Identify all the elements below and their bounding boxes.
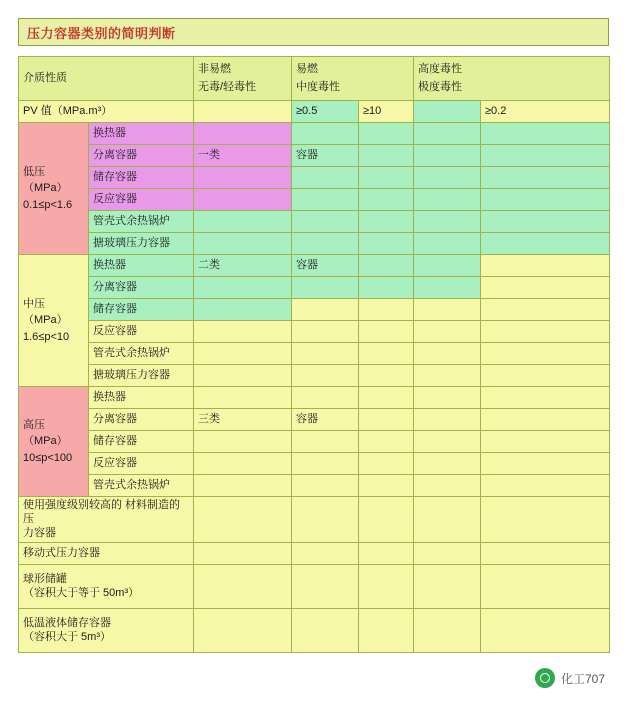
cell [292, 387, 359, 409]
cell [359, 387, 414, 409]
header-col-1 [194, 57, 292, 101]
table-row [19, 277, 610, 299]
watermark [535, 668, 605, 688]
cell [292, 365, 359, 387]
table-row [19, 387, 610, 409]
group-label-high-line1: 高压 [23, 418, 45, 431]
row-name: 反应容器 [89, 321, 194, 343]
cell [414, 255, 481, 277]
cell [359, 123, 414, 145]
group-label-medium-line2: （MPa） [23, 314, 68, 327]
pv-row [19, 101, 610, 123]
header-corner-label: 介质性质 [23, 71, 67, 84]
row-name: 反应容器 [89, 453, 194, 475]
cell [481, 409, 610, 431]
cell [359, 365, 414, 387]
bottom-row-3-line1: 低温液体储存容器 [23, 617, 111, 629]
page-title: 压力容器类别的简明判断 [27, 25, 176, 41]
header-col-1-line1: 非易燃 [198, 62, 231, 75]
cell [481, 475, 610, 497]
table-row [19, 365, 610, 387]
pv-row-label: PV 值（MPa.m³） [19, 101, 194, 123]
cell [194, 431, 292, 453]
cell [194, 609, 292, 653]
cell [194, 167, 292, 189]
bottom-row-label-cryogenic-vessel [19, 609, 194, 653]
cell [359, 565, 414, 609]
cell: 二类 [194, 255, 292, 277]
row-name: 管壳式余热锅炉 [89, 343, 194, 365]
table-row [19, 453, 610, 475]
header-col-1-line2: 无毒/轻毒性 [198, 80, 257, 93]
group-label-medium-line3: 1.6≤p<10 [23, 330, 70, 343]
cell [359, 277, 414, 299]
cell [414, 609, 481, 653]
bottom-row-2-line1: 球形储罐 [23, 573, 67, 585]
cell [481, 255, 610, 277]
bottom-row-label-mobile-vessel: 移动式压力容器 [19, 543, 194, 565]
cell: 容器 [292, 409, 359, 431]
cell [194, 475, 292, 497]
cell [414, 565, 481, 609]
table-row [19, 233, 610, 255]
bottom-row-label-high-strength-material [19, 497, 194, 543]
header-col-4 [414, 57, 610, 101]
cell [414, 475, 481, 497]
cell [481, 543, 610, 565]
cell [481, 609, 610, 653]
cell [292, 565, 359, 609]
cell [292, 233, 359, 255]
cell [292, 343, 359, 365]
cell [359, 321, 414, 343]
cell: 容器 [292, 255, 359, 277]
group-label-high-line2: （MPa） [23, 435, 68, 448]
cell [194, 387, 292, 409]
cell: 一类 [194, 145, 292, 167]
cell [359, 299, 414, 321]
row-name: 分离容器 [89, 409, 194, 431]
cell [414, 123, 481, 145]
group-label-medium-line1: 中压 [23, 297, 45, 310]
cell [414, 189, 481, 211]
row-name: 搪玻璃压力容器 [89, 365, 194, 387]
cell [481, 343, 610, 365]
pv-row-cell-5: ≥0.2 [481, 101, 610, 123]
cell [292, 609, 359, 653]
wechat-account-icon [535, 668, 555, 688]
cell [481, 365, 610, 387]
header-col-4-line2: 极度毒性 [418, 80, 462, 93]
cell [414, 431, 481, 453]
cell [359, 431, 414, 453]
cell [194, 365, 292, 387]
row-name: 换热器 [89, 123, 194, 145]
table-header-row [19, 57, 610, 101]
row-name: 搪玻璃压力容器 [89, 233, 194, 255]
cell [292, 431, 359, 453]
cell [359, 409, 414, 431]
cell [414, 387, 481, 409]
cell [414, 167, 481, 189]
cell [194, 189, 292, 211]
row-name: 换热器 [89, 387, 194, 409]
bottom-row-2-line2: （容积大于等于 50m³） [23, 586, 140, 599]
row-name: 分离容器 [89, 145, 194, 167]
cell [194, 211, 292, 233]
row-name: 反应容器 [89, 189, 194, 211]
header-corner-cell [19, 57, 194, 101]
header-col-2-line1: 易燃 [296, 62, 318, 75]
cell [414, 299, 481, 321]
cell [481, 211, 610, 233]
group-label-medium-pressure [19, 255, 89, 387]
cell [292, 453, 359, 475]
group-label-low-line1: 低压 [23, 165, 45, 178]
cell [481, 145, 610, 167]
cell [292, 277, 359, 299]
table-row [19, 299, 610, 321]
cell [414, 233, 481, 255]
table-row [19, 497, 610, 543]
cell [359, 497, 414, 543]
header-col-2 [292, 57, 414, 101]
table-row [19, 609, 610, 653]
table-row [19, 565, 610, 609]
row-name: 储存容器 [89, 167, 194, 189]
cell [359, 233, 414, 255]
cell [194, 453, 292, 475]
row-name: 换热器 [89, 255, 194, 277]
pv-row-cell-1 [194, 101, 292, 123]
cell [194, 497, 292, 543]
row-name: 分离容器 [89, 277, 194, 299]
cell [359, 343, 414, 365]
row-name: 管壳式余热锅炉 [89, 475, 194, 497]
cell [194, 565, 292, 609]
bottom-row-0-line1: 使用强度级别较高的 材料制造的压 [23, 499, 181, 525]
cell [194, 543, 292, 565]
pv-row-cell-2: ≥0.5 [292, 101, 359, 123]
cell [481, 123, 610, 145]
cell [359, 609, 414, 653]
group-label-high-pressure [19, 387, 89, 497]
cell [414, 409, 481, 431]
pressure-vessel-class-table [18, 56, 610, 653]
table-row [19, 431, 610, 453]
cell [414, 277, 481, 299]
cell [292, 299, 359, 321]
cell: 三类 [194, 409, 292, 431]
cell [481, 277, 610, 299]
cell [481, 321, 610, 343]
cell [194, 343, 292, 365]
cell [292, 321, 359, 343]
cell [481, 167, 610, 189]
cell [292, 543, 359, 565]
cell [359, 189, 414, 211]
bottom-row-0-line2: 力容器 [23, 526, 56, 539]
cell [414, 497, 481, 543]
watermark-text: 化工707 [560, 671, 605, 686]
row-name: 管壳式余热锅炉 [89, 211, 194, 233]
cell [194, 299, 292, 321]
cell [194, 123, 292, 145]
cell [359, 255, 414, 277]
header-col-2-line2: 中度毒性 [296, 80, 340, 93]
page-title-bar [18, 18, 609, 46]
pv-row-cell-3: ≥10 [359, 101, 414, 123]
cell [481, 299, 610, 321]
group-label-low-line2: （MPa） [23, 182, 68, 195]
pv-row-cell-4 [414, 101, 481, 123]
cell [414, 365, 481, 387]
cell [414, 211, 481, 233]
table-row [19, 189, 610, 211]
cell [194, 277, 292, 299]
row-name: 储存容器 [89, 431, 194, 453]
cell [481, 233, 610, 255]
cell [414, 343, 481, 365]
group-label-low-pressure [19, 123, 89, 255]
bottom-row-label-spherical-tank [19, 565, 194, 609]
cell [481, 387, 610, 409]
cell [292, 189, 359, 211]
cell: 容器 [292, 145, 359, 167]
table-row [19, 475, 610, 497]
cell [414, 453, 481, 475]
cell [359, 475, 414, 497]
cell [359, 453, 414, 475]
table-row [19, 321, 610, 343]
cell [292, 211, 359, 233]
cell [481, 565, 610, 609]
group-label-high-line3: 10≤p<100 [23, 451, 73, 464]
cell [359, 211, 414, 233]
group-label-low-line3: 0.1≤p<1.6 [23, 198, 73, 211]
table-row [19, 255, 610, 277]
table-row [19, 211, 610, 233]
cell [359, 167, 414, 189]
cell [194, 233, 292, 255]
cell [292, 497, 359, 543]
table-row [19, 409, 610, 431]
cell [414, 145, 481, 167]
cell [292, 475, 359, 497]
bottom-row-3-line2: （容积大于 5m³） [23, 630, 111, 643]
cell [292, 167, 359, 189]
cell [414, 543, 481, 565]
cell [194, 321, 292, 343]
table-row [19, 145, 610, 167]
header-col-4-line1: 高度毒性 [418, 62, 462, 75]
cell [481, 189, 610, 211]
cell [481, 497, 610, 543]
table-row [19, 123, 610, 145]
table-row [19, 543, 610, 565]
cell [359, 145, 414, 167]
table-row [19, 167, 610, 189]
table-row [19, 343, 610, 365]
cell [481, 431, 610, 453]
cell [414, 321, 481, 343]
cell [292, 123, 359, 145]
row-name: 储存容器 [89, 299, 194, 321]
cell [481, 453, 610, 475]
cell [359, 543, 414, 565]
